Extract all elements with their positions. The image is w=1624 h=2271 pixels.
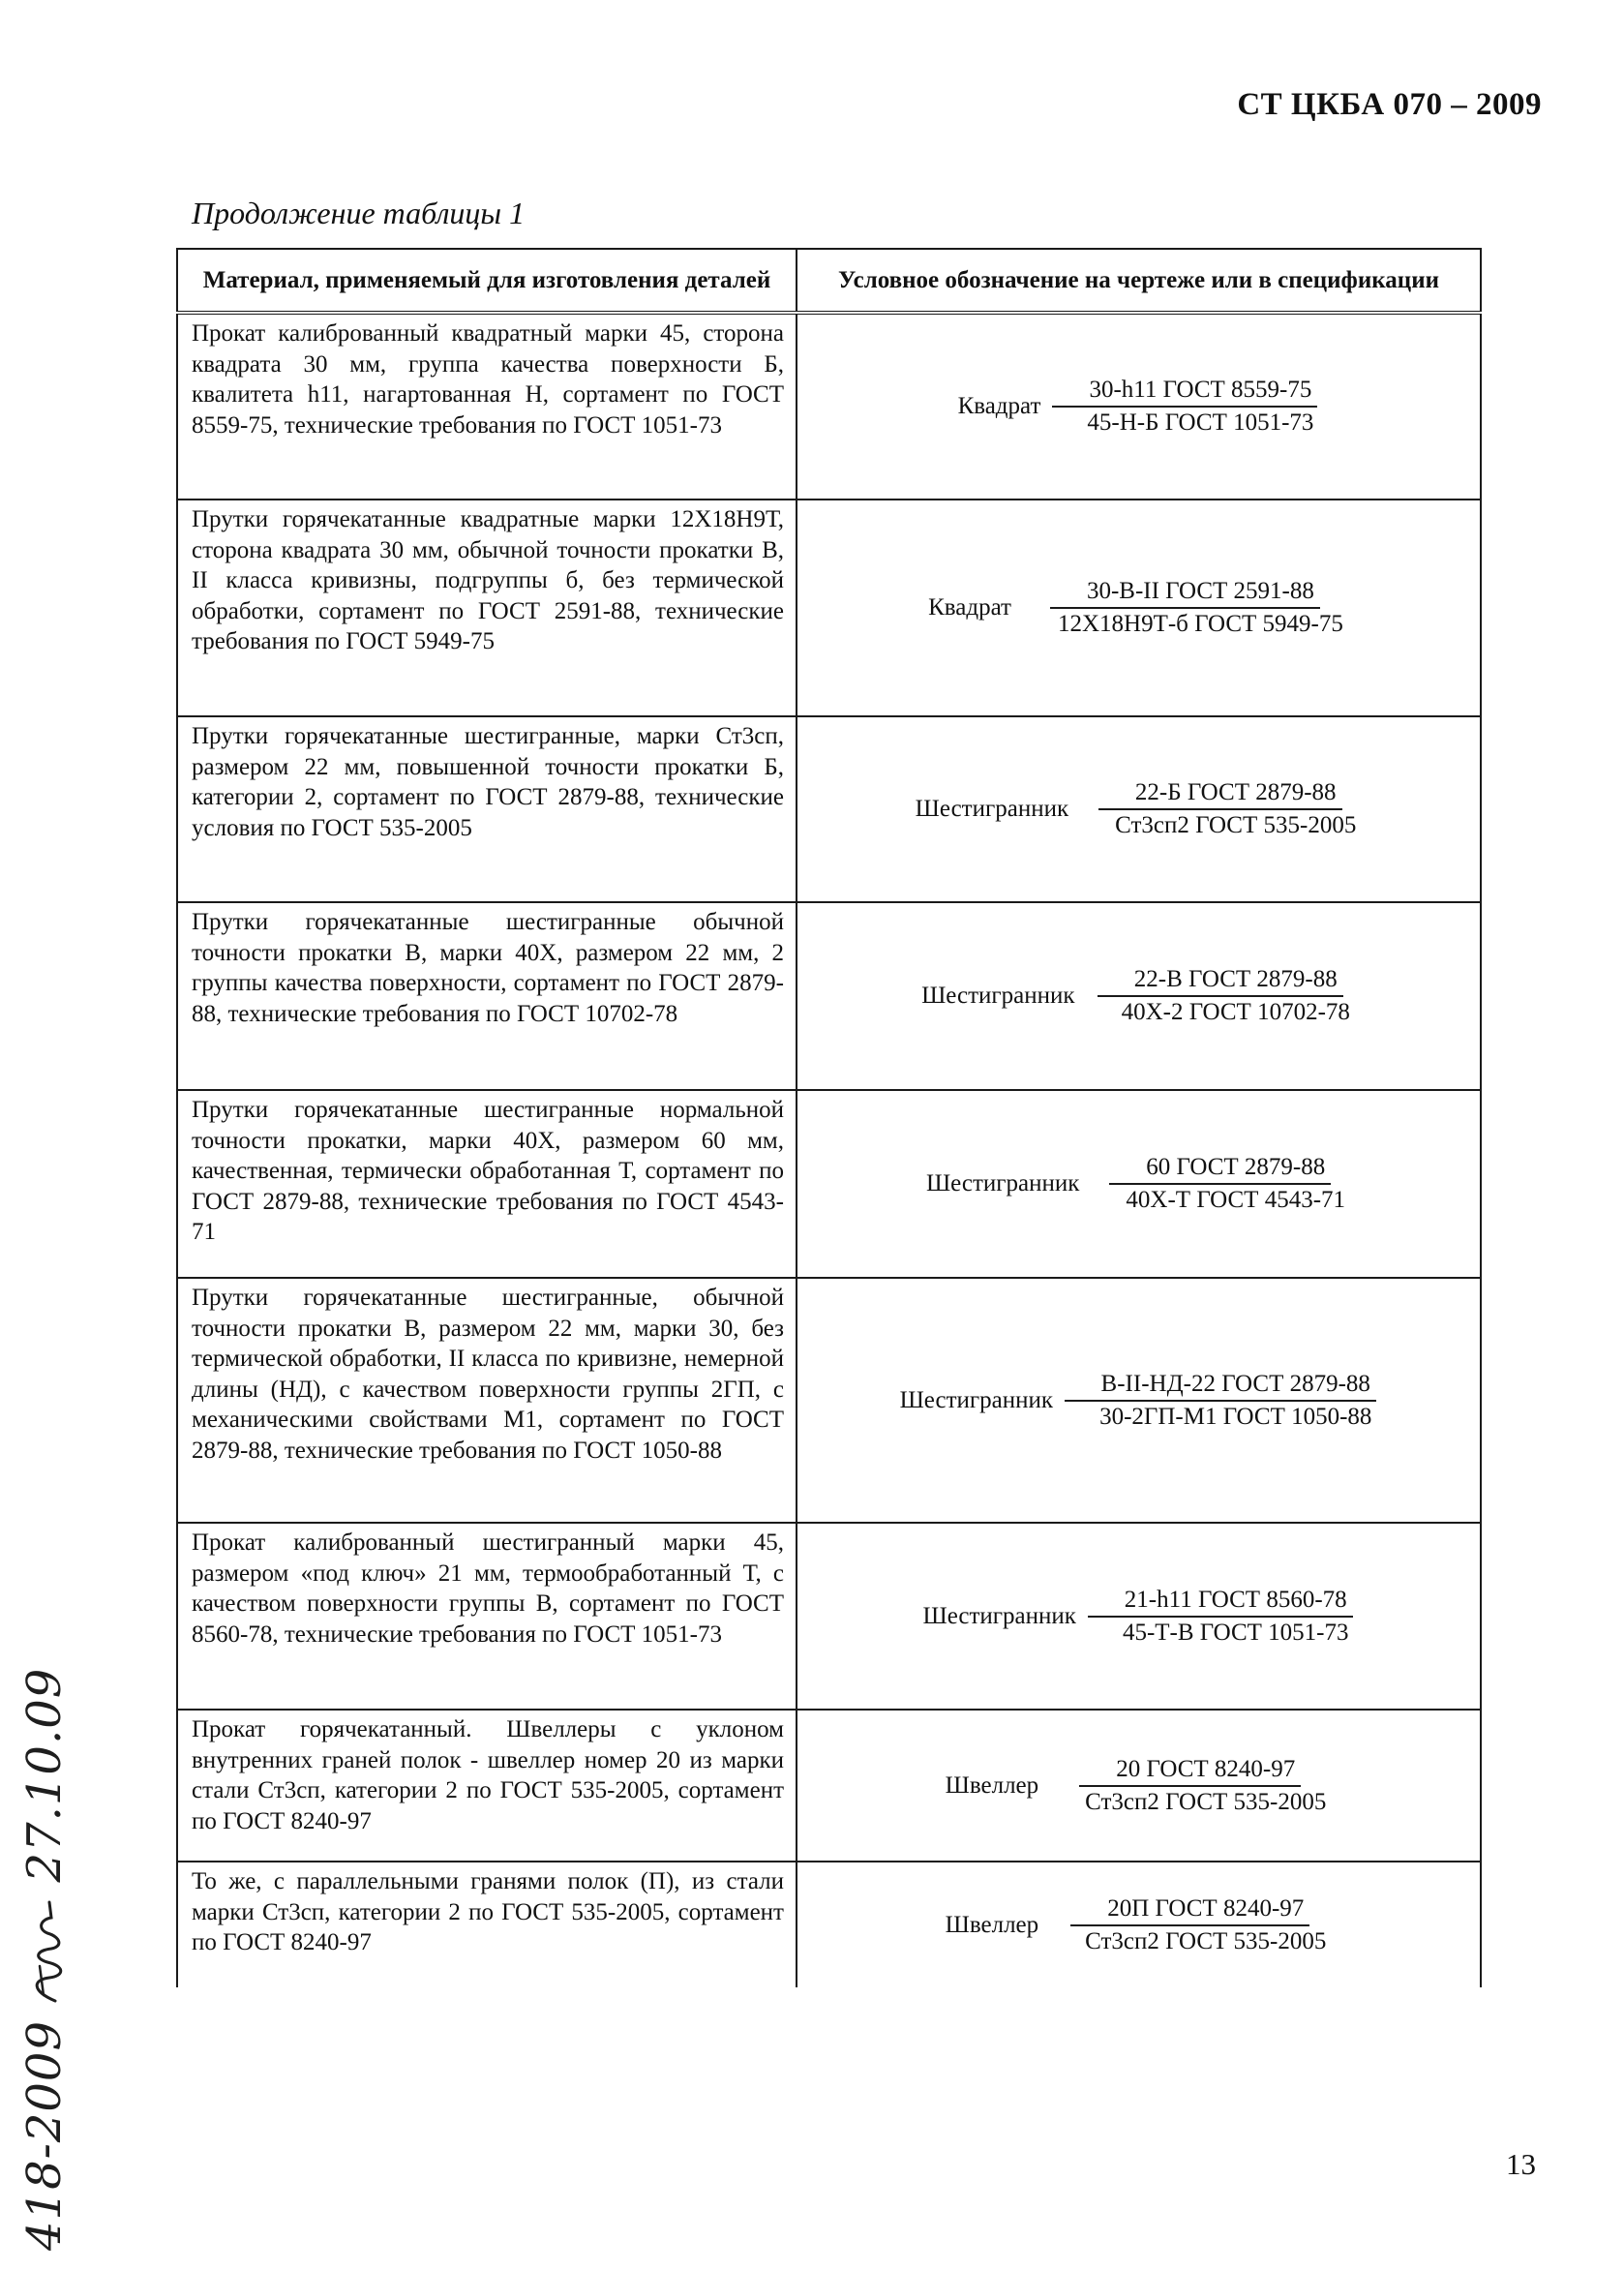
registration-date: 27.10.09 xyxy=(17,1667,72,1883)
table-row xyxy=(177,716,1481,902)
designation-fraction xyxy=(1048,1894,1332,1956)
designation-numerator: 20 ГОСТ 8240-97 xyxy=(1079,1755,1301,1787)
designation-numerator: 20П ГОСТ 8240-97 xyxy=(1070,1894,1309,1926)
page-number: 13 xyxy=(1506,2147,1536,2181)
designation-cell xyxy=(797,1278,1481,1523)
designation-numerator: 21-h11 ГОСТ 8560-78 xyxy=(1088,1586,1353,1618)
material-cell: Прутки горячекатанные шестигранные, марки Ст3сп, размером 22 мм, повышенной точности прокатки Б, категории 2, сортамент по ГОСТ 2879-88, технические условия по ГОСТ 535-2005 xyxy=(177,716,797,902)
designation-fraction xyxy=(1085,965,1356,1027)
table-row xyxy=(177,1090,1481,1278)
table-caption: Продолжение таблицы 1 xyxy=(192,196,526,230)
designation-denominator: Ст3сп2 ГОСТ 535-2005 xyxy=(1085,1788,1327,1815)
designation-denominator: 45-Т-В ГОСТ 1051-73 xyxy=(1122,1619,1349,1646)
designation-fraction xyxy=(1050,376,1319,438)
designation xyxy=(900,1370,1378,1432)
designation-numerator: В-II-НД-22 ГОСТ 2879-88 xyxy=(1065,1370,1376,1402)
materials-table xyxy=(176,248,1482,1987)
designation-numerator: 60 ГОСТ 2879-88 xyxy=(1109,1153,1331,1185)
designation xyxy=(922,1586,1354,1648)
designation-fraction xyxy=(1078,778,1362,840)
table-row xyxy=(177,902,1481,1090)
designation-denominator: Ст3сп2 ГОСТ 535-2005 xyxy=(1085,1927,1327,1954)
material-cell: Прутки горячекатанные шестигранные обычной точности прокатки В, марки 40Х, размером 22 мм, 2 группы качества поверхности, сортамент по ГОСТ 2879-88, технические требования по ГОСТ 10702-78 xyxy=(177,902,797,1090)
designation-denominator: 40Х-2 ГОСТ 10702-78 xyxy=(1121,999,1350,1025)
designation-numerator: 30-h11 ГОСТ 8559-75 xyxy=(1052,376,1317,408)
handwritten-signature xyxy=(26,1898,71,2005)
designation-numerator: 22-Б ГОСТ 2879-88 xyxy=(1098,778,1342,810)
designation-denominator: 45-Н-Б ГОСТ 1051-73 xyxy=(1087,409,1314,436)
column-header-designation: Условное обозначение на чертеже или в спецификации xyxy=(797,249,1481,313)
material-cell: Прокат калиброванный квадратный марки 45, сторона квадрата 30 мм, группа качества поверхности Б, квалитета h11, нагартованная Н, сортамент по ГОСТ 8559-75, технические требования по ГОСТ 1051-73 xyxy=(177,313,797,500)
designation-cell xyxy=(797,1090,1481,1278)
designation xyxy=(958,376,1320,438)
material-cell: Прутки горячекатанные квадратные марки 12Х18Н9Т, сторона квадрата 30 мм, обычной точности прокатки В, II класса кривизны, подгруппы б, без термической обработки, сортамент по ГОСТ 2591-88, технические требования по ГОСТ 5949-75 xyxy=(177,500,797,716)
designation-fraction xyxy=(1048,1755,1332,1817)
designation-denominator: 40Х-Т ГОСТ 4543-71 xyxy=(1126,1187,1346,1213)
designation xyxy=(946,1894,1333,1956)
designation-fraction xyxy=(1063,1370,1377,1432)
material-cell: Прутки горячекатанные шестигранные, обычной точности прокатки В, размером 22 мм, марки 30, без термической обработки, II класса по кривизне, немерной длины (НД), с качеством поверхности группы 2ГП, с механическими свойствами М1, сортамент по ГОСТ 2879-88, технические требования по ГОСТ 1050-88 xyxy=(177,1278,797,1523)
material-cell: То же, с параллельными гранями полок (П), из стали марки Ст3сп, категории 2 по ГОСТ 535-2005, сортамент по ГОСТ 8240-97 xyxy=(177,1862,797,1987)
profile-shape: Шестигранник xyxy=(921,983,1075,1009)
profile-shape: Швеллер xyxy=(945,1911,1039,1938)
registration-number: 418-2009 xyxy=(17,2020,72,2251)
designation xyxy=(946,1755,1333,1817)
designation-cell xyxy=(797,500,1481,716)
designation xyxy=(916,778,1363,840)
profile-shape: Квадрат xyxy=(957,393,1041,419)
table-row xyxy=(177,313,1481,500)
designation-denominator: Ст3сп2 ГОСТ 535-2005 xyxy=(1115,812,1357,838)
profile-shape: Шестигранник xyxy=(915,796,1069,822)
designation-denominator: 30-2ГП-М1 ГОСТ 1050-88 xyxy=(1099,1403,1372,1430)
profile-shape: Шестигранник xyxy=(925,1170,1080,1196)
table-row xyxy=(177,1710,1481,1862)
designation-fraction xyxy=(1086,1586,1355,1648)
table-row xyxy=(177,1523,1481,1710)
designation xyxy=(928,577,1349,639)
handwritten-registration-note xyxy=(17,1667,75,2251)
designation-cell xyxy=(797,1523,1481,1710)
column-header-material: Материал, применяемый для изготовления деталей xyxy=(177,249,797,313)
table-row xyxy=(177,500,1481,716)
material-cell: Прокат калиброванный шестигранный марки 45, размером «под ключ» 21 мм, термообработанный Т, с качеством поверхности группы В, сортамент по ГОСТ 8560-78, технические требования по ГОСТ 1051-73 xyxy=(177,1523,797,1710)
table-row xyxy=(177,1278,1481,1523)
table-row xyxy=(177,1862,1481,1987)
designation-denominator: 12Х18Н9Т-б ГОСТ 5949-75 xyxy=(1057,611,1343,637)
designation xyxy=(926,1153,1351,1215)
profile-shape: Шестигранник xyxy=(899,1386,1054,1413)
profile-shape: Шестигранник xyxy=(922,1602,1076,1629)
designation-numerator: 30-В-II ГОСТ 2591-88 xyxy=(1050,577,1320,609)
designation-fraction xyxy=(1021,577,1349,639)
designation-cell xyxy=(797,1862,1481,1987)
profile-shape: Швеллер xyxy=(945,1771,1039,1799)
designation-numerator: 22-В ГОСТ 2879-88 xyxy=(1098,965,1343,997)
designation-cell xyxy=(797,716,1481,902)
designation xyxy=(921,965,1356,1027)
material-cell: Прутки горячекатанные шестигранные нормальной точности прокатки, марки 40Х, размером 60 мм, качественная, термически обработанная Т, сортамент по ГОСТ 2879-88, технические требования по ГОСТ 4543-71 xyxy=(177,1090,797,1278)
designation-fraction xyxy=(1089,1153,1351,1215)
designation-cell xyxy=(797,902,1481,1090)
document-code: СТ ЦКБА 070 – 2009 xyxy=(1237,87,1542,122)
material-cell: Прокат горячекатанный. Швеллеры с уклоном внутренних граней полок - швеллер номер 20 из марки стали Ст3сп, категории 2 по ГОСТ 535-2005, сортамент по ГОСТ 8240-97 xyxy=(177,1710,797,1862)
table-header-row xyxy=(177,249,1481,313)
profile-shape: Квадрат xyxy=(928,594,1011,621)
designation-cell xyxy=(797,313,1481,500)
designation-cell xyxy=(797,1710,1481,1862)
